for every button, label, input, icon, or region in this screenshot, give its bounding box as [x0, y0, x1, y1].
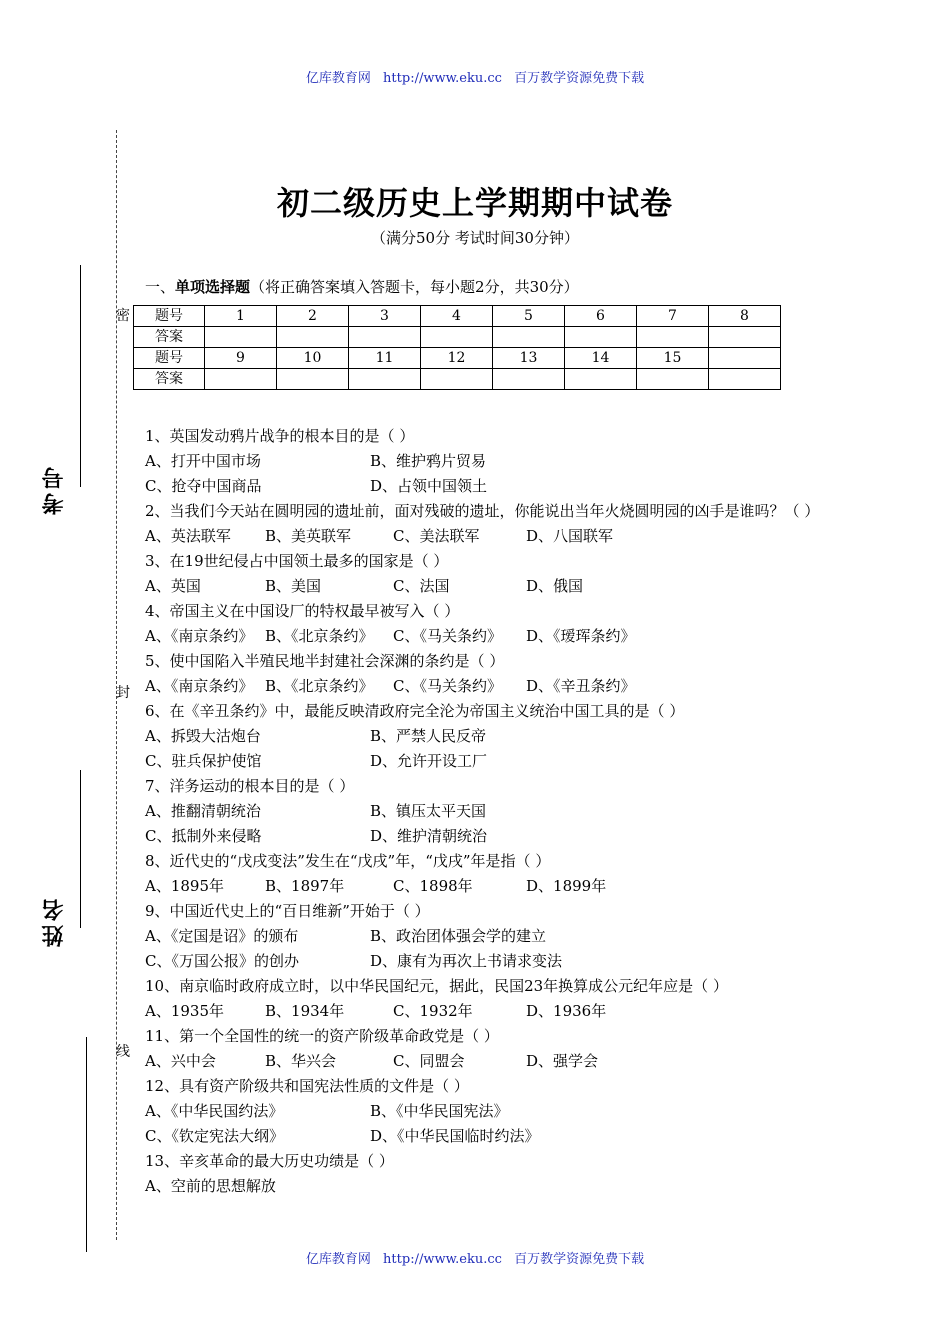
- margin-rule: [86, 1037, 87, 1252]
- answer-cell[interactable]: [277, 327, 349, 348]
- question-number-label: 题号: [134, 306, 205, 327]
- answer-option[interactable]: B、维护鸦片贸易: [370, 452, 487, 470]
- option-row: [145, 924, 825, 949]
- question-stem: 8、近代史的“戊戌变法”发生在“戊戌”年，“戊戌”年是指（ ）: [145, 852, 551, 870]
- option-row: [145, 749, 825, 774]
- question-number-cell: 6: [565, 306, 637, 327]
- answer-option[interactable]: B、美英联军: [265, 527, 352, 545]
- answer-option[interactable]: D、维护清朝统治: [370, 827, 488, 845]
- answer-option[interactable]: B、政治团体强会学的建立: [370, 927, 547, 945]
- answer-option[interactable]: D、俄国: [526, 577, 584, 595]
- answer-option[interactable]: A、空前的思想解放: [145, 1177, 276, 1195]
- option-row: [145, 624, 825, 649]
- answer-option[interactable]: A、兴中会: [145, 1052, 216, 1070]
- answer-sheet-table: [133, 305, 781, 390]
- header-slogan: 百万教学资源免费下载: [514, 71, 645, 86]
- answer-option[interactable]: A、推翻清朝统治: [145, 802, 261, 820]
- answer-option[interactable]: C、《钦定宪法大纲》: [145, 1127, 284, 1145]
- answer-label: 答案: [134, 327, 205, 348]
- answer-option[interactable]: D、《中华民国临时约法》: [370, 1127, 540, 1145]
- option-row: [145, 1174, 825, 1199]
- question-stem: 13、辛亥革命的最大历史功绩是（ ）: [145, 1152, 394, 1170]
- answer-cell[interactable]: [205, 327, 277, 348]
- option-row: [145, 724, 825, 749]
- section-name: 单项选择题: [175, 278, 251, 296]
- header-url[interactable]: http://www.eku.cc: [383, 71, 502, 86]
- option-row: [145, 1049, 825, 1074]
- question-number-label: 题号: [134, 348, 205, 369]
- answer-cell[interactable]: [277, 369, 349, 390]
- answer-option[interactable]: B、《北京条约》: [265, 677, 374, 695]
- option-row: [145, 449, 825, 474]
- answer-cell[interactable]: [565, 327, 637, 348]
- answer-option[interactable]: D、占领中国领土: [370, 477, 488, 495]
- question-number-cell: 7: [637, 306, 709, 327]
- answer-option[interactable]: A、1895年: [145, 877, 225, 895]
- answer-option[interactable]: D、八国联军: [526, 527, 614, 545]
- seal-feng: 封: [116, 685, 130, 701]
- answer-option[interactable]: C、《马关条约》: [393, 627, 502, 645]
- option-row: [145, 949, 825, 974]
- question-number-cell: 5: [493, 306, 565, 327]
- question-number-cell: 8: [709, 306, 781, 327]
- footer-org: 亿库教育网: [305, 1252, 371, 1267]
- answer-cell[interactable]: [205, 369, 277, 390]
- answer-option[interactable]: B、华兴会: [265, 1052, 337, 1070]
- answer-option[interactable]: D、1899年: [526, 877, 607, 895]
- seal-mi: 密: [116, 308, 130, 324]
- answer-option[interactable]: B、1934年: [265, 1002, 345, 1020]
- question-stem: 1、英国发动鸦片战争的根本目的是（ ）: [145, 427, 415, 445]
- answer-option[interactable]: D、允许开设工厂: [370, 752, 488, 770]
- answer-cell[interactable]: [349, 369, 421, 390]
- answer-cell[interactable]: [565, 369, 637, 390]
- answer-option[interactable]: A、《南京条约》: [145, 677, 254, 695]
- answer-option[interactable]: C、美法联军: [393, 527, 480, 545]
- answer-cell[interactable]: [421, 369, 493, 390]
- answer-option[interactable]: C、《马关条约》: [393, 677, 502, 695]
- table-row: [134, 306, 781, 327]
- answer-option[interactable]: D、1936年: [526, 1002, 607, 1020]
- answer-option[interactable]: D、《辛丑条约》: [526, 677, 636, 695]
- answer-cell[interactable]: [709, 369, 781, 390]
- answer-option[interactable]: A、英法联军: [145, 527, 231, 545]
- question-stem: 6、在《辛丑条约》中，最能反映清政府完全沦为帝国主义统治中国工具的是（ ）: [145, 702, 685, 720]
- question-number-cell: [709, 348, 781, 369]
- answer-option[interactable]: D、强学会: [526, 1052, 599, 1070]
- question-number-cell: 11: [349, 348, 421, 369]
- option-row: [145, 474, 825, 499]
- answer-label: 答案: [134, 369, 205, 390]
- option-row: [145, 1099, 825, 1124]
- answer-option[interactable]: A、英国: [145, 577, 201, 595]
- answer-option[interactable]: A、1935年: [145, 1002, 225, 1020]
- question-stem: 7、洋务运动的根本目的是（ ）: [145, 777, 355, 795]
- question-number-cell: 15: [637, 348, 709, 369]
- answer-option[interactable]: C、同盟会: [393, 1052, 465, 1070]
- question-stem: 4、帝国主义在中国设厂的特权最早被写入（ ）: [145, 602, 460, 620]
- question-number-cell: 13: [493, 348, 565, 369]
- question-number-cell: 2: [277, 306, 349, 327]
- answer-option[interactable]: A、《定国是诏》的颁布: [145, 927, 299, 945]
- seal-xian: 线: [116, 1044, 130, 1060]
- option-row: [145, 574, 825, 599]
- answer-option[interactable]: A、拆毁大沽炮台: [145, 727, 261, 745]
- exam-title: 初二级历史上学期期中试卷: [276, 184, 673, 222]
- answer-cell[interactable]: [493, 327, 565, 348]
- exam-number-field[interactable]: [80, 265, 81, 487]
- answer-option[interactable]: C、抵制外来侵略: [145, 827, 262, 845]
- question-stem: 10、南京临时政府成立时，以中华民国纪元，据此，民国23年换算成公元纪年应是（ ）: [145, 977, 728, 995]
- answer-option[interactable]: B、1897年: [265, 877, 345, 895]
- answer-option[interactable]: A、《南京条约》: [145, 627, 254, 645]
- header-org: 亿库教育网: [305, 71, 371, 86]
- question-number-cell: 12: [421, 348, 493, 369]
- answer-cell[interactable]: [421, 327, 493, 348]
- question-number-cell: 14: [565, 348, 637, 369]
- answer-option[interactable]: B、《中华民国宪法》: [370, 1102, 509, 1120]
- exam-subtitle: （满分50分 考试时间30分钟）: [371, 229, 579, 247]
- table-row: [134, 327, 781, 348]
- answer-option[interactable]: C、法国: [393, 577, 450, 595]
- option-row: [145, 824, 825, 849]
- name-label: 姓名: [41, 895, 67, 947]
- option-row: [145, 799, 825, 824]
- answer-cell[interactable]: [493, 369, 565, 390]
- answer-option[interactable]: C、《万国公报》的创办: [145, 952, 299, 970]
- page-header: [0, 67, 950, 86]
- answer-option[interactable]: B、严禁人民反帝: [370, 727, 487, 745]
- option-row: [145, 524, 825, 549]
- question-stem: 2、当我们今天站在圆明园的遗址前，面对残破的遗址，你能说出当年火烧圆明园的凶手是谁吗？（ ）: [145, 502, 820, 520]
- question-stem: 11、第一个全国性的统一的资产阶级革命政党是（ ）: [145, 1027, 499, 1045]
- answer-option[interactable]: A、打开中国市场: [145, 452, 261, 470]
- question-number-cell: 4: [421, 306, 493, 327]
- exam-number-label: 考号: [41, 463, 67, 515]
- option-row: [145, 874, 825, 899]
- answer-option[interactable]: C、1898年: [393, 877, 473, 895]
- answer-option[interactable]: D、《瑷珲条约》: [526, 627, 636, 645]
- name-field[interactable]: [80, 770, 81, 928]
- question-number-cell: 3: [349, 306, 421, 327]
- answer-option[interactable]: C、驻兵保护使馆: [145, 752, 262, 770]
- section-number: 一、: [145, 278, 176, 296]
- option-row: [145, 999, 825, 1024]
- question-stem: 12、具有资产阶级共和国宪法性质的文件是（ ）: [145, 1077, 469, 1095]
- answer-cell[interactable]: [637, 327, 709, 348]
- answer-cell[interactable]: [709, 327, 781, 348]
- answer-option[interactable]: D、康有为再次上书请求变法: [370, 952, 563, 970]
- answer-cell[interactable]: [349, 327, 421, 348]
- table-row: [134, 348, 781, 369]
- question-list: [145, 424, 825, 1199]
- section-instruction: （将正确答案填入答题卡，每小题2分，共30分）: [250, 278, 579, 296]
- question-stem: 3、在19世纪侵占中国领土最多的国家是（ ）: [145, 552, 449, 570]
- section-heading: [145, 276, 579, 297]
- table-row: [134, 369, 781, 390]
- answer-option[interactable]: C、抢夺中国商品: [145, 477, 262, 495]
- question-stem: 9、中国近代史上的“百日维新”开始于（ ）: [145, 902, 430, 920]
- question-stem: 5、使中国陷入半殖民地半封建社会深渊的条约是（ ）: [145, 652, 505, 670]
- answer-option[interactable]: B、美国: [265, 577, 322, 595]
- answer-cell[interactable]: [637, 369, 709, 390]
- page-footer: [0, 1248, 950, 1267]
- answer-option[interactable]: A、《中华民国约法》: [145, 1102, 284, 1120]
- question-number-cell: 10: [277, 348, 349, 369]
- answer-option[interactable]: C、1932年: [393, 1002, 473, 1020]
- footer-url[interactable]: http://www.eku.cc: [383, 1252, 502, 1267]
- option-row: [145, 1124, 825, 1149]
- answer-option[interactable]: B、《北京条约》: [265, 627, 374, 645]
- option-row: [145, 674, 825, 699]
- answer-option[interactable]: B、镇压太平天国: [370, 802, 487, 820]
- question-number-cell: 1: [205, 306, 277, 327]
- footer-slogan: 百万教学资源免费下载: [514, 1252, 645, 1267]
- question-number-cell: 9: [205, 348, 277, 369]
